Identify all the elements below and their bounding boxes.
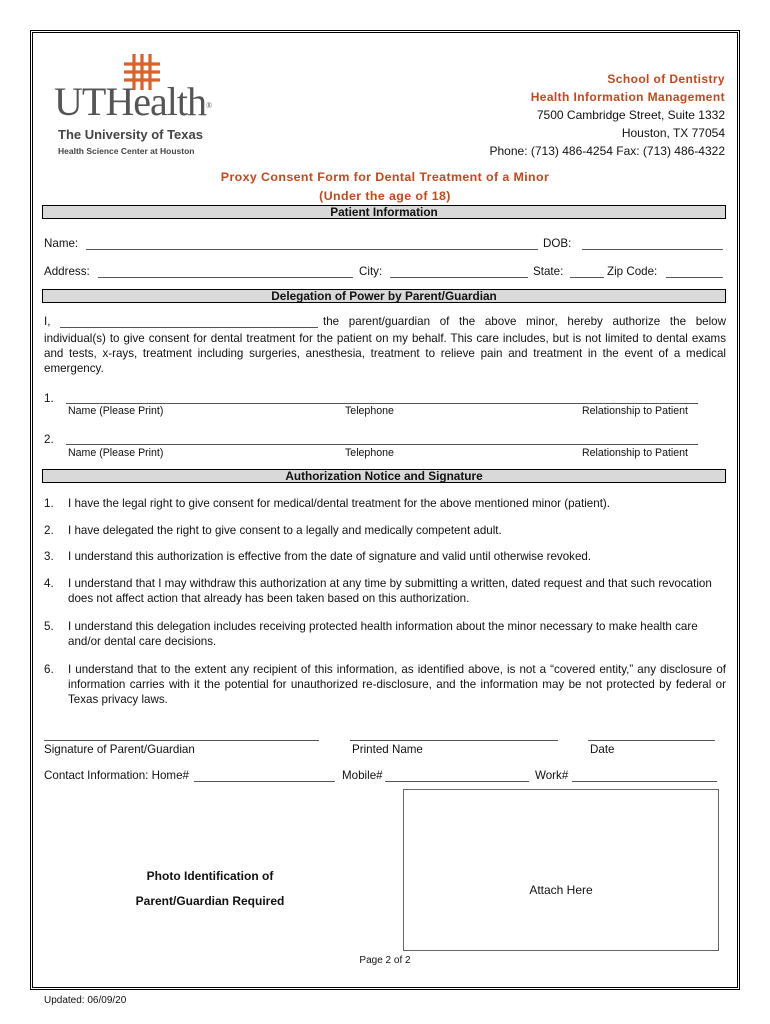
guardian-name-field[interactable] xyxy=(60,327,318,328)
work-phone-field[interactable] xyxy=(572,781,717,782)
delegation-i-label: I, xyxy=(44,315,51,328)
mobile-phone-field[interactable] xyxy=(385,781,529,782)
delegate-1-relation-label: Relationship to Patient xyxy=(582,405,689,417)
page-number: Page 2 of 2 xyxy=(359,955,411,966)
delegate-1-name-label: Name (Please Print) xyxy=(68,405,164,417)
name-label: Name: xyxy=(44,237,79,250)
photo-id-line2: Parent/Guardian Required xyxy=(135,894,285,908)
delegate-2-relation-label: Relationship to Patient xyxy=(582,447,689,459)
photo-id-line1: Photo Identification of xyxy=(146,869,274,883)
delegate-1-number: 1. xyxy=(44,392,54,405)
form-title: Proxy Consent Form for Dental Treatment of a Minor xyxy=(220,170,550,184)
date-field[interactable] xyxy=(588,740,715,741)
department-name: Health Information Management xyxy=(530,90,725,104)
delegate-1-phone-label: Telephone xyxy=(345,405,394,417)
printed-name-field[interactable] xyxy=(350,740,558,741)
state-field[interactable] xyxy=(570,277,604,278)
dob-field[interactable] xyxy=(582,249,723,250)
city-label: City: xyxy=(359,265,383,278)
phone-fax: Phone: (713) 486-4254 Fax: (713) 486-4322 xyxy=(489,144,725,158)
address-field[interactable] xyxy=(98,277,353,278)
city-address: Houston, TX 77054 xyxy=(621,126,725,140)
city-field[interactable] xyxy=(390,277,528,278)
delegation-text-line1: the parent/guardian of the above minor, hereby authorize the below xyxy=(323,315,726,328)
patient-info-heading: Patient Information xyxy=(42,205,726,219)
zip-field[interactable] xyxy=(666,277,723,278)
uthealth-wordmark: UTHealth® xyxy=(54,79,212,124)
delegate-2-field[interactable] xyxy=(66,444,698,445)
dob-label: DOB: xyxy=(543,237,572,250)
authorization-heading: Authorization Notice and Signature xyxy=(42,469,726,483)
state-label: State: xyxy=(533,265,564,278)
delegation-heading: Delegation of Power by Parent/Guardian xyxy=(42,289,726,303)
campus-name: Health Science Center at Houston xyxy=(58,146,195,156)
form-subtitle: (Under the age of 18) xyxy=(319,189,451,203)
delegation-text: individual(s) to give consent for dental treatment for the patient on my behalf. This care includes, but is not limited to dental exams and tests, x-rays, treatment including surgeries, anesthesia, treatment to relieve pain and treatment in the event of a medical emergency. xyxy=(44,332,726,375)
name-field[interactable] xyxy=(86,249,538,250)
attach-here-label: Attach Here xyxy=(529,883,593,897)
contact-home-label: Contact Information: Home# xyxy=(44,769,189,782)
university-name: The University of Texas xyxy=(58,127,203,142)
home-phone-field[interactable] xyxy=(194,781,335,782)
street-address: 7500 Cambridge Street, Suite 1332 xyxy=(536,108,725,122)
signature-field[interactable] xyxy=(44,740,319,741)
delegate-2-number: 2. xyxy=(44,433,54,446)
delegate-2-name-label: Name (Please Print) xyxy=(68,447,164,459)
signature-label: Signature of Parent/Guardian xyxy=(44,743,195,756)
updated-date: Updated: 06/09/20 xyxy=(44,995,127,1006)
address-block xyxy=(490,70,726,160)
work-label: Work# xyxy=(535,769,569,782)
photo-attach-box[interactable] xyxy=(403,789,719,951)
address-label: Address: xyxy=(44,265,90,278)
mobile-label: Mobile# xyxy=(342,769,383,782)
zip-label: Zip Code: xyxy=(607,265,658,278)
school-name: School of Dentistry xyxy=(607,72,725,86)
date-label: Date xyxy=(590,743,615,756)
delegate-2-phone-label: Telephone xyxy=(345,447,394,459)
delegate-1-field[interactable] xyxy=(66,403,698,404)
printed-name-label: Printed Name xyxy=(352,743,423,756)
